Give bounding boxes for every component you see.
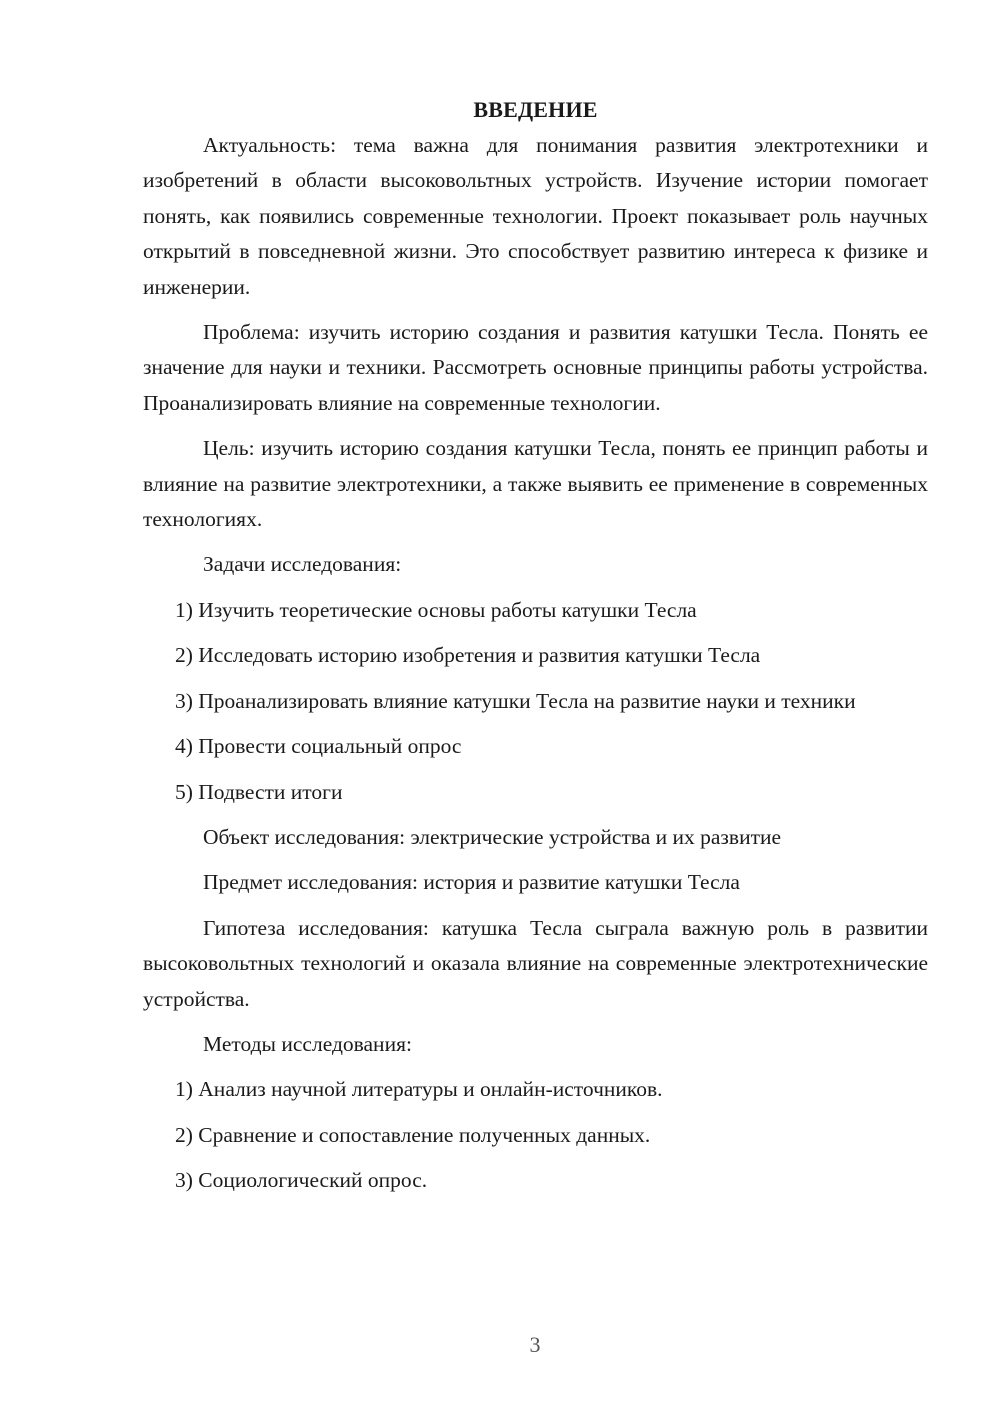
task-item: 3) Проанализировать влияние катушки Тесла на развитие науки и техники <box>175 688 856 713</box>
relevance-paragraph: Актуальность: тема важна для понимания развития электротехники и изобретений в области высоковольтных устройств. Изучение истории помогает понять, как появились современные технологии. Проект показывает роль научных открытий в повседневной жизни. Это способствует развитию интереса к физике и инженерии. <box>143 133 928 299</box>
method-item: 3) Социологический опрос. <box>175 1168 428 1193</box>
document-page <box>143 92 928 1209</box>
problem-paragraph: Проблема: изучить историю создания и развития катушки Тесла. Понять ее значение для науки и техники. Рассмотреть основные принципы работы устройства. Проанализировать влияние на современные технологии. <box>143 320 928 415</box>
tasks-heading: Задачи исследования: <box>203 552 402 577</box>
method-item: 1) Анализ научной литературы и онлайн-источников. <box>175 1077 663 1102</box>
task-item: 1) Изучить теоретические основы работы катушки Тесла <box>175 597 697 622</box>
object-paragraph: Объект исследования: электрические устройства и их развитие <box>203 824 782 849</box>
task-item: 5) Подвести итоги <box>175 779 343 804</box>
methods-heading: Методы исследования: <box>203 1031 412 1056</box>
method-item: 2) Сравнение и сопоставление полученных данных. <box>175 1122 651 1147</box>
goal-paragraph: Цель: изучить историю создания катушки Тесла, понять ее принцип работы и влияние на развитие электротехники, а также выявить ее применение в современных технологиях. <box>143 436 928 532</box>
task-item: 2) Исследовать историю изобретения и развития катушки Тесла <box>175 643 761 668</box>
page-number: 3 <box>529 1332 541 1357</box>
section-title: ВВЕДЕНИЕ <box>473 97 598 122</box>
task-item: 4) Провести социальный опрос <box>175 734 462 759</box>
subject-paragraph: Предмет исследования: история и развитие катушки Тесла <box>203 870 740 895</box>
hypothesis-paragraph: Гипотеза исследования: катушка Тесла сыграла важную роль в развитии высоковольтных технологий и оказала влияние на современные электротехнические устройства. <box>143 915 928 1011</box>
